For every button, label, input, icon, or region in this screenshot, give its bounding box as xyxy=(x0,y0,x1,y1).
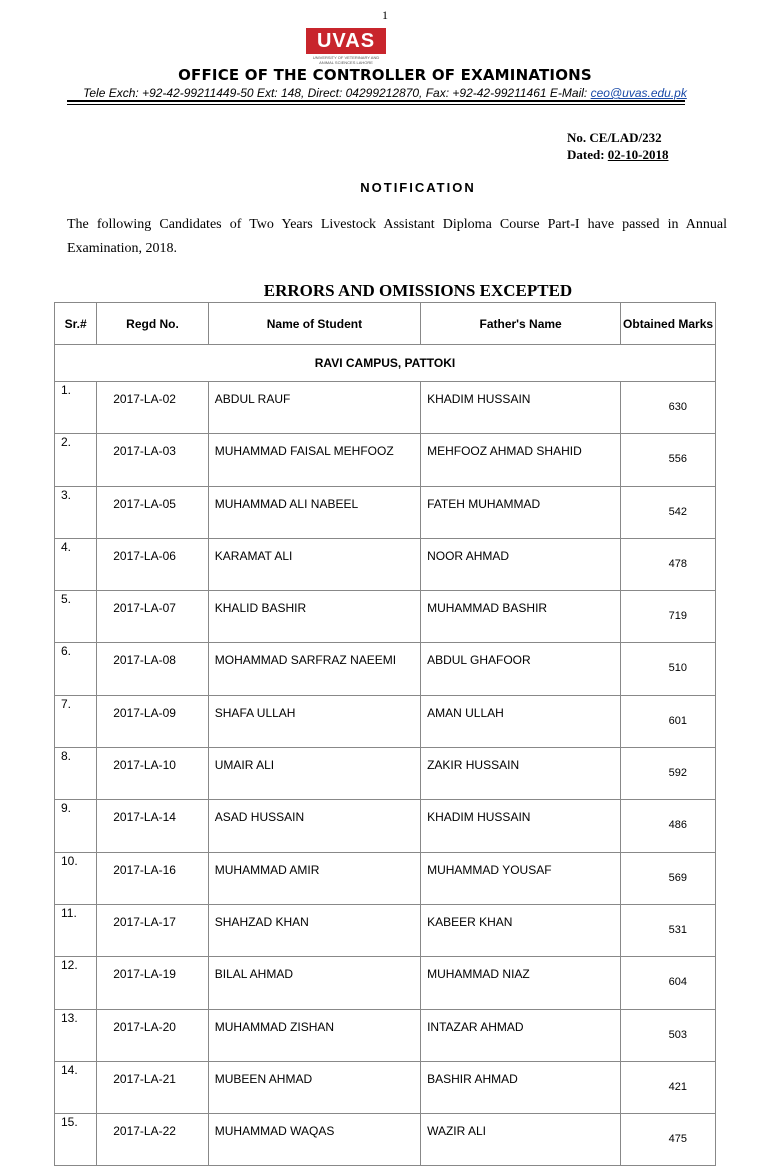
header-name: Name of Student xyxy=(208,303,420,345)
marks-cell: 630 xyxy=(621,382,716,434)
sr-cell: 9. xyxy=(55,800,97,852)
marks-cell: 601 xyxy=(621,695,716,747)
marks-cell: 569 xyxy=(621,852,716,904)
name-cell: KARAMAT ALI xyxy=(208,538,420,590)
reference-number: No. CE/LAD/232 xyxy=(567,130,662,145)
reference-block xyxy=(567,129,668,163)
name-cell: MUHAMMAD WAQAS xyxy=(208,1114,420,1166)
name-cell: MUHAMMAD ZISHAN xyxy=(208,1009,420,1061)
table-row xyxy=(55,643,716,695)
sr-cell: 8. xyxy=(55,748,97,800)
sr-cell: 7. xyxy=(55,695,97,747)
marks-cell: 719 xyxy=(621,591,716,643)
notification-title: NOTIFICATION xyxy=(360,180,476,195)
regd-cell: 2017-LA-14 xyxy=(97,800,209,852)
sr-cell: 1. xyxy=(55,382,97,434)
table-row xyxy=(55,1114,716,1166)
marks-cell: 556 xyxy=(621,434,716,486)
name-cell: BILAL AHMAD xyxy=(208,957,420,1009)
regd-cell: 2017-LA-16 xyxy=(97,852,209,904)
sr-cell: 15. xyxy=(55,1114,97,1166)
office-title: OFFICE OF THE CONTROLLER OF EXAMINATIONS xyxy=(178,66,592,84)
father-cell: MEHFOOZ AHMAD SHAHID xyxy=(421,434,621,486)
regd-cell: 2017-LA-09 xyxy=(97,695,209,747)
sr-cell: 6. xyxy=(55,643,97,695)
table-row xyxy=(55,538,716,590)
table-header-row xyxy=(55,303,716,345)
regd-cell: 2017-LA-06 xyxy=(97,538,209,590)
regd-cell: 2017-LA-02 xyxy=(97,382,209,434)
marks-cell: 531 xyxy=(621,904,716,956)
contact-line xyxy=(0,86,770,100)
regd-cell: 2017-LA-21 xyxy=(97,1061,209,1113)
header-regd: Regd No. xyxy=(97,303,209,345)
dated-label: Dated: xyxy=(567,147,605,162)
name-cell: ASAD HUSSAIN xyxy=(208,800,420,852)
table-row xyxy=(55,486,716,538)
marks-cell: 475 xyxy=(621,1114,716,1166)
name-cell: MOHAMMAD SARFRAZ NAEEMI xyxy=(208,643,420,695)
name-cell: UMAIR ALI xyxy=(208,748,420,800)
table-row xyxy=(55,748,716,800)
father-cell: ABDUL GHAFOOR xyxy=(421,643,621,695)
marks-cell: 604 xyxy=(621,957,716,1009)
name-cell: SHAFA ULLAH xyxy=(208,695,420,747)
father-cell: MUHAMMAD YOUSAF xyxy=(421,852,621,904)
table-row xyxy=(55,434,716,486)
marks-cell: 503 xyxy=(621,1009,716,1061)
father-cell: MUHAMMAD NIAZ xyxy=(421,957,621,1009)
name-cell: ABDUL RAUF xyxy=(208,382,420,434)
father-cell: INTAZAR AHMAD xyxy=(421,1009,621,1061)
name-cell: KHALID BASHIR xyxy=(208,591,420,643)
table-row xyxy=(55,957,716,1009)
contact-details: Tele Exch: +92-42-99211449-50 Ext: 148, Direct: 04299212870, Fax: +92-42-99211461 E-Mail: xyxy=(83,86,588,100)
sr-cell: 3. xyxy=(55,486,97,538)
regd-cell: 2017-LA-19 xyxy=(97,957,209,1009)
sr-cell: 2. xyxy=(55,434,97,486)
name-cell: SHAHZAD KHAN xyxy=(208,904,420,956)
table-row xyxy=(55,1009,716,1061)
sr-cell: 10. xyxy=(55,852,97,904)
marks-cell: 592 xyxy=(621,748,716,800)
header-sr: Sr.# xyxy=(55,303,97,345)
reference-date-line xyxy=(567,146,668,163)
regd-cell: 2017-LA-03 xyxy=(97,434,209,486)
campus-row xyxy=(55,345,716,382)
intro-paragraph: The following Candidates of Two Years Livestock Assistant Diploma Course Part-I have passed in Annual Examination, 2018. xyxy=(67,217,727,256)
page-number: 1 xyxy=(382,8,388,22)
campus-name: RAVI CAMPUS, PATTOKI xyxy=(55,345,716,382)
father-cell: FATEH MUHAMMAD xyxy=(421,486,621,538)
email-link[interactable]: ceo@uvas.edu.pk xyxy=(590,86,687,100)
father-cell: KHADIM HUSSAIN xyxy=(421,382,621,434)
name-cell: MUBEEN AHMAD xyxy=(208,1061,420,1113)
header-marks: Obtained Marks xyxy=(621,303,716,345)
father-cell: AMAN ULLAH xyxy=(421,695,621,747)
table-row xyxy=(55,800,716,852)
father-cell: NOOR AHMAD xyxy=(421,538,621,590)
regd-cell: 2017-LA-20 xyxy=(97,1009,209,1061)
father-cell: BASHIR AHMAD xyxy=(421,1061,621,1113)
regd-cell: 2017-LA-22 xyxy=(97,1114,209,1166)
father-cell: WAZIR ALI xyxy=(421,1114,621,1166)
sr-cell: 14. xyxy=(55,1061,97,1113)
regd-cell: 2017-LA-05 xyxy=(97,486,209,538)
name-cell: MUHAMMAD AMIR xyxy=(208,852,420,904)
regd-cell: 2017-LA-08 xyxy=(97,643,209,695)
father-cell: MUHAMMAD BASHIR xyxy=(421,591,621,643)
header-rule-thin xyxy=(67,104,685,105)
regd-cell: 2017-LA-07 xyxy=(97,591,209,643)
table-row xyxy=(55,852,716,904)
sr-cell: 11. xyxy=(55,904,97,956)
marks-cell: 486 xyxy=(621,800,716,852)
table-row xyxy=(55,904,716,956)
header-father: Father's Name xyxy=(421,303,621,345)
marks-cell: 421 xyxy=(621,1061,716,1113)
table-row xyxy=(55,1061,716,1113)
table-row xyxy=(55,382,716,434)
table-row xyxy=(55,591,716,643)
sr-cell: 5. xyxy=(55,591,97,643)
reference-date: 02-10-2018 xyxy=(607,147,669,162)
name-cell: MUHAMMAD ALI NABEEL xyxy=(208,486,420,538)
name-cell: MUHAMMAD FAISAL MEHFOOZ xyxy=(208,434,420,486)
father-cell: KABEER KHAN xyxy=(421,904,621,956)
sr-cell: 12. xyxy=(55,957,97,1009)
sr-cell: 13. xyxy=(55,1009,97,1061)
marks-cell: 510 xyxy=(621,643,716,695)
table-row xyxy=(55,695,716,747)
errors-omissions-notice: ERRORS AND OMISSIONS EXCEPTED xyxy=(263,281,573,300)
results-table xyxy=(54,302,716,1166)
uvas-logo-subtitle: UNIVERSITY OF VETERINARY AND ANIMAL SCIENCES LAHORE xyxy=(312,55,380,65)
marks-cell: 542 xyxy=(621,486,716,538)
uvas-logo: UVAS xyxy=(306,28,386,54)
regd-cell: 2017-LA-10 xyxy=(97,748,209,800)
marks-cell: 478 xyxy=(621,538,716,590)
father-cell: KHADIM HUSSAIN xyxy=(421,800,621,852)
header-rule-thick xyxy=(67,100,685,102)
sr-cell: 4. xyxy=(55,538,97,590)
father-cell: ZAKIR HUSSAIN xyxy=(421,748,621,800)
regd-cell: 2017-LA-17 xyxy=(97,904,209,956)
